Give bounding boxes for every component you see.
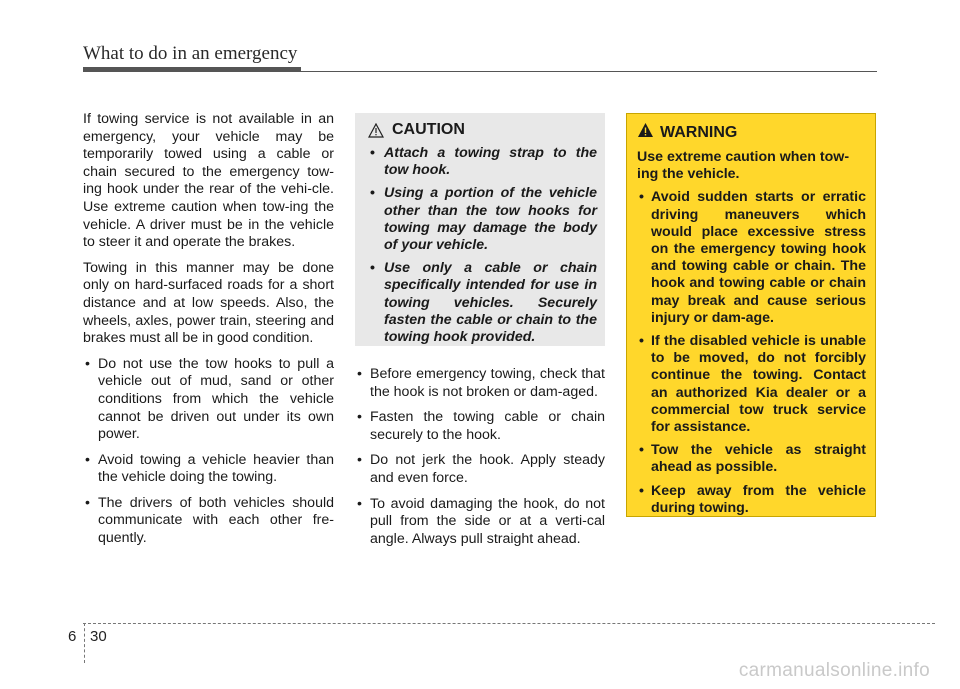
caution-item: • Attach a towing strap to the tow hook.	[368, 145, 597, 179]
list-item: • Fasten the towing cable or chain securely to the hook.	[355, 409, 605, 444]
list-item: • Before emergency towing, check that the hook is not broken or dam-aged.	[355, 366, 605, 401]
caution-list	[368, 145, 597, 346]
caution-header	[368, 121, 597, 139]
bullet-list	[355, 366, 605, 548]
bullet-list	[83, 356, 334, 548]
warning-list	[637, 189, 866, 517]
warning-triangle-outline-icon	[368, 123, 384, 138]
page-number: 30	[90, 628, 107, 645]
warning-box	[626, 113, 876, 517]
list-item: • Do not use the tow hooks to pull a vehicle out of mud, sand or other conditions from which the vehicle cannot be driven out under its own power.	[83, 356, 334, 444]
warning-item: • If the disabled vehicle is unable to be moved, do not forcibly continue the towing. Contact an authorized Kia dealer or a commercial tow truck service for assistance.	[637, 333, 866, 436]
section-title: What to do in an emergency	[83, 43, 298, 64]
warning-intro: Use extreme caution when tow-ing the vehicle.	[637, 149, 850, 183]
caution-item: • Using a portion of the vehicle other than the tow hooks for towing may damage the body of your vehicle.	[368, 185, 597, 254]
caution-item: • Use only a cable or chain specifically intended for use in towing vehicles. Securely fasten the cable or chain to the towing hook provided.	[368, 260, 597, 346]
header-rule	[83, 71, 877, 72]
warning-item: • Tow the vehicle as straight ahead as possible.	[637, 442, 866, 476]
middle-column	[355, 366, 605, 556]
chapter-number: 6	[68, 628, 77, 645]
footer-divider	[84, 623, 85, 663]
list-item: • Avoid towing a vehicle heavier than the vehicle doing the towing.	[83, 452, 334, 487]
warning-item: • Avoid sudden starts or erratic driving maneuvers which would place excessive stress on the emergency towing hook and towing cable or chain. The hook and towing cable or chain may break and cause serious injury or dam-age.	[637, 189, 866, 327]
warning-item: • Keep away from the vehicle during towing.	[637, 483, 866, 517]
watermark: carmanualsonline.info	[738, 660, 930, 681]
paragraph: Towing in this manner may be done only on hard-surfaced roads for a short distance and at low speeds. Also, the wheels, axles, power train, steering and brakes must all be in good condition.	[83, 259, 334, 347]
list-item: • Do not jerk the hook. Apply steady and even force.	[355, 452, 605, 487]
warning-triangle-filled-icon	[637, 122, 654, 143]
footer-rule	[83, 623, 935, 624]
list-item: • The drivers of both vehicles should communicate with each other fre-quently.	[83, 495, 334, 548]
caution-title: CAUTION	[392, 121, 465, 138]
warning-header	[637, 122, 866, 143]
paragraph: If towing service is not available in an emergency, your vehicle may be temporarily towed using a cable or chain secured to the emergency tow-ing hook under the rear of the vehi-cle. Use extreme caution when tow-ing the vehicle. A driver must be in the vehicle to steer it and operate the brakes.	[83, 111, 334, 251]
warning-title: WARNING	[660, 123, 738, 141]
caution-box	[355, 113, 605, 346]
list-item: • To avoid damaging the hook, do not pull from the side or at a verti-cal angle. Always pull straight ahead.	[355, 496, 605, 549]
left-column	[83, 111, 334, 556]
